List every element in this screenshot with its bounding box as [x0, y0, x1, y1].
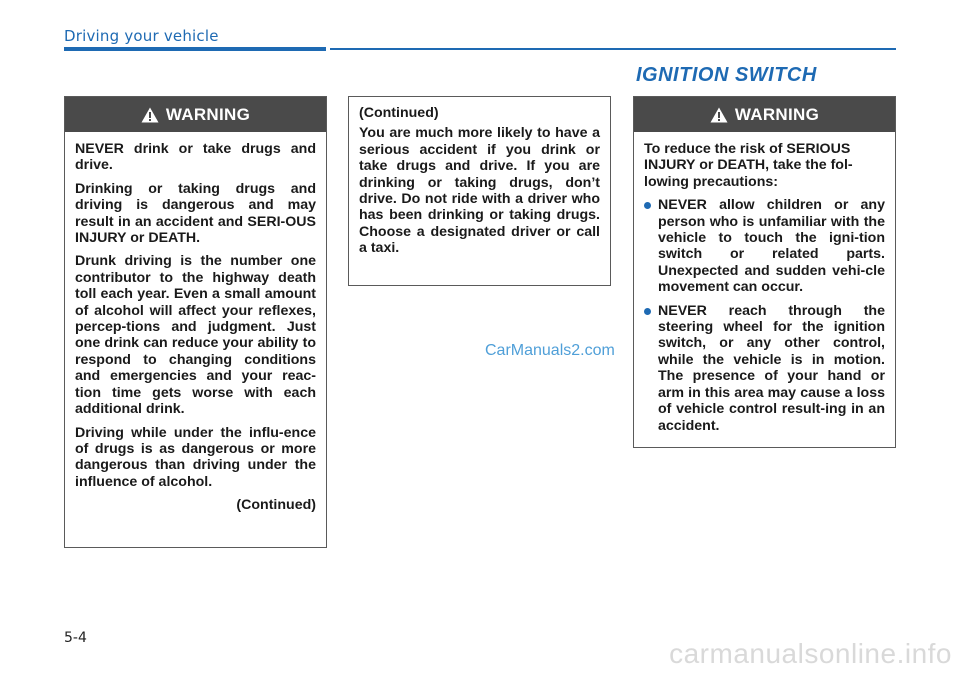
footer-watermark: carmanualsonline.info — [669, 638, 952, 669]
warning-triangle-icon — [141, 107, 159, 123]
list-item — [644, 197, 885, 295]
warning-paragraph: Drinking or taking drugs and driving is dangerous and may result in an accident and SERI-OUS INJURY or DEATH. — [75, 180, 316, 247]
warning-paragraph: Driving while under the influ-ence of drugs is as dangerous or more dangerous than driving under the influence of alcohol. — [75, 424, 316, 490]
warning-body-left — [65, 132, 326, 524]
warning-body-right — [634, 132, 895, 451]
warning-label-right: WARNING — [734, 104, 820, 124]
warning-header-left — [65, 97, 326, 132]
warning-intro: To reduce the risk of SERIOUS INJURY or DEATH, take the fol-lowing precautions: — [644, 141, 853, 190]
continued-label: (Continued) — [236, 497, 316, 514]
warning-bullet-list — [644, 197, 885, 434]
continued-body — [349, 97, 610, 267]
warning-box-right — [633, 96, 896, 448]
list-item — [644, 303, 885, 434]
continued-box — [348, 96, 611, 286]
bullet-text: NEVER allow children or any person who is unfamiliar with the vehicle to touch the igni-tion switch or related parts. Unexpected and sudden vehi-cle movement can occur. — [658, 197, 885, 296]
warning-paragraph: NEVER drink or take drugs and drive. — [75, 141, 316, 174]
continued-text: You are much more likely to have a serious accident if you drink or take drugs and drive. If you are drinking or taking drugs, don’t drive. Do not ride with a driver who has been drinking or taking drugs. Choose a designated driver or call a taxi. — [359, 125, 600, 257]
warning-paragraph: Drunk driving is the number one contributor to the highway death toll each year. Even a small amount of alcohol will affect your reflexes, percep-tions and judgment. Just one drink can reduce your ability to respond to changing conditions and emergencies and your reac-tion time gets worse with each additional drink. — [75, 253, 316, 418]
warning-triangle-icon — [710, 107, 728, 123]
header-rule-thin — [330, 48, 896, 50]
warning-header-right — [634, 97, 895, 132]
section-title: Driving your vehicle — [64, 27, 219, 45]
bullet-dot-icon — [644, 202, 651, 209]
warning-box-left — [64, 96, 327, 548]
continued-heading: (Continued) — [359, 105, 439, 121]
warning-label-left: WARNING — [165, 104, 251, 124]
page-number: 5-4 — [64, 630, 87, 646]
header-rule-thick — [64, 47, 326, 51]
bullet-text: NEVER reach through the steering wheel for the ignition switch, or any other control, while the vehicle is in motion. The presence of your hand or arm in this area may cause a loss of vehicle control result-ing in an accident. — [658, 302, 885, 434]
bullet-dot-icon — [644, 308, 651, 315]
watermark-link[interactable]: CarManuals2.com — [485, 342, 615, 359]
chapter-heading: IGNITION SWITCH — [636, 64, 817, 86]
